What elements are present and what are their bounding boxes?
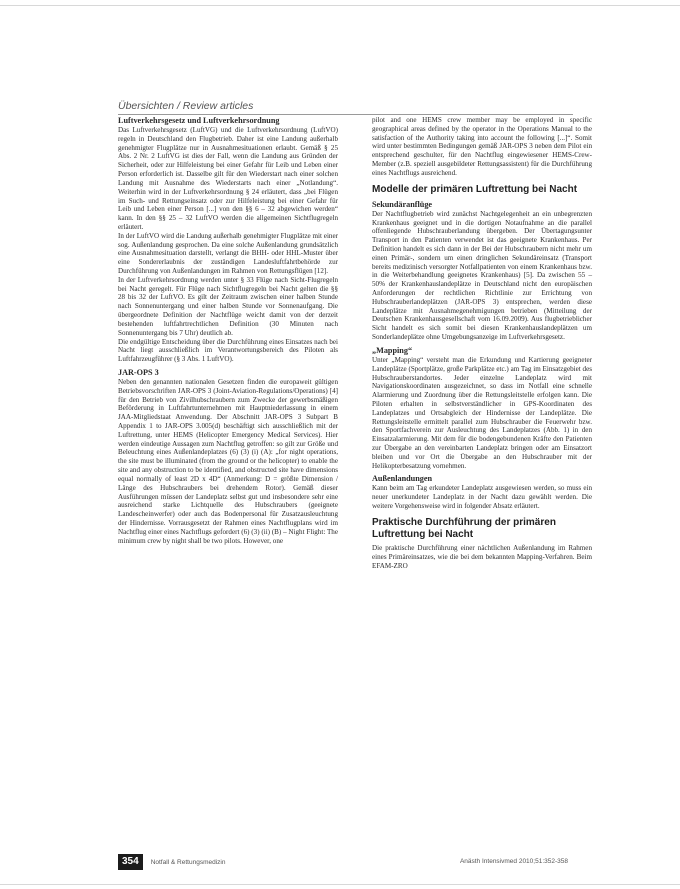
section-heading: Außenlandungen (372, 474, 433, 484)
section-heading: JAR-OPS 3 (118, 367, 159, 377)
footer-left (118, 854, 225, 870)
body-paragraph: Das Luftverkehrsgesetz (LuftVG) und die Luftverkehrsordnung (LuftVO) regeln in Deutschland den Flugbetrieb. Daher ist eine Landung außerhalb genehmigter Flugplätze nur in Ausnahmesituationen erlaubt. Gemäß § 25 Abs. 2 Nr. 2 LuftVG ist dies der Fall, wenn die Landung aus Gründen der Sicherheit, oder zur Hilfeleistung bei einer Gefahr für Leib und Leben einer Person erforderlich ist. Dasselbe gilt für den Wiederstart nach einer solchen Landung mit Ausnahme des Wiederstarts nach einer „Notlandung“. Weiterhin wird in der Luftverkehrsordnung § 24 erläutert, dass „bei Flügen im Such- und Rettungseinsatz oder zur Hilfeleistung bei einer Gefahr für Leib und Leben einer Person [...] von den §§ 6 – 32 abgewichen werden“ kann. In den §§ 25 – 32 LuftVO werden die allgemeinen Sichtflugregeln erläutert. (118, 126, 338, 231)
body-paragraph: In der LuftVO wird die Landung außerhalb genehmigter Flugplätze mit einer sog. Außenlandung gesprochen. Da eine solche Außenlandung grundsätzlich eine Ausnahmesituation darstellt, verlangt die BHH- oder HHL-Muster über eine Sondererlaubnis der zuständigen Landesluftfahrtbehörde zur Durchführung von Außenlandungen im Rahmen von Rettungsflügen [12]. (118, 231, 338, 275)
text-section (372, 474, 592, 510)
text-section (118, 368, 338, 545)
section-heading: Modelle der primären Luftrettung bei Nacht (372, 183, 578, 195)
text-section (118, 116, 338, 364)
section-heading: Sekundäranflüge (372, 199, 433, 209)
body-paragraph: Kann beim am Tag erkundeter Landeplatz ausgewiesen werden, so muss ein neuer unerkundeter Landeplatz in der Nacht dazu gewählt werden. Die weitere Vorgehensweise wird in folgender Absatz erläutert. (372, 484, 592, 511)
journal-name: Notfall & Rettungsmedizin (150, 858, 226, 866)
section-heading: „Mapping“ (372, 345, 413, 355)
body-paragraph: pilot and one HEMS crew member may be employed in specific geographical areas defined by the operator in the Operations Manual to the satisfaction of the Authority taking into account the following [...]“. Somit wird unter bestimmten Bedingungen gemäß JAR-OPS 3 neben dem Pilot ein entsprechend geschulter, für den Nachtflug eingewiesener HEMS-Crew-Member (z.B. speziell ausgebildeter Rettungsassistent) für die Durchführung eines Nachtflugs ausreichend. (372, 116, 592, 177)
body-paragraph: Der Nachtflugbetrieb wird zunächst Nachtgelegenheit an ein unbegrenzten Krankenhaus geeignet und in die dortigen Notaufnahme an die parallel offenliegende Hubschrauberlandung übergeben. Der Übertagungsunter Transport in den Patienten verwendet ist das geeignete Krankenhaus. Per Definition handelt es sich dann in der Bei der Hubschraubern nicht mehr um einen Primär-, sondern um einen dringlichen Sekundäreinsatz (Transport bereits medizinisch versorgter Notfallpatienten von einem Krankenhaus bzw. in die Weiterbehandlung geeignetes Krankenhaus) [5]. Da zwischen 55 – 50% der Krankenhauslandeplätze in Deutschland nicht den europäischen Anforderungen der rechtlichen Richtlinie zur Errichtung von Hubschrauberlandeplätzen (JAR-OPS 3) entsprechen, werden diese Landeplätze mit Ausnahmegenehmigungen betrieben (Mitteilung der Deutschen Krankenhausgesellschaft vom 16.09.2009). Aus flugbetrieblicher Sicht handelt es sich somit bei diesen Krankenhauslandeplätzen um Sonderlandeplätze ohne Umgebungsanzeige im Luftverkehrsgesetz. (372, 209, 592, 342)
text-section (372, 346, 592, 471)
page-edge-top (0, 5, 680, 6)
page-number: 354 (118, 854, 143, 870)
text-section (372, 517, 592, 570)
section-heading: Luftverkehrsgesetz und Luftverkehrsordnung (118, 116, 280, 125)
text-section (372, 200, 592, 342)
body-paragraph: Die endgültige Entscheidung über die Durchführung eines Einsatzes nach bei Nacht liegt ausschließlich im Verantwortungsbereich des Piloten als Luftfahrzeugführer (§ 3 Abs. 1 LuftVO). (118, 337, 338, 364)
right-column (372, 116, 592, 574)
footer-citation: Anästh Intensivmed 2010;51:352-358 (459, 858, 568, 865)
body-paragraph: Die praktische Durchführung einer nächtlichen Außenlandung im Rahmen eines Primäreinsatzes, wie die bei dem bekannten Mapping-Verfahren. Beim EFAM-ZRO (372, 543, 592, 570)
text-section (372, 184, 592, 196)
section-heading: Praktische Durchführung der primären Luftrettung bei Nacht (372, 516, 556, 540)
body-paragraph: Unter „Mapping“ versteht man die Erkundung und Kartierung geeigneter Landeplätze (Sportplätze, große Parkplätze etc.) am Tag im Einsatzgebiet des Hubschrauberstandortes. Jeder einzelne Landeplatz wird mit Navigationskoordinaten ausgezeichnet, so dass im Notfall eine schnelle Alarmierung und Zuordnung über die Rettungsleitstelle erfolgen kann. Die Piloten erhalten in selbstverständlicher in GPS-Koordinaten des Landeplatzes und Ortsabgleich der Hindernisse der Landeplätze. Die Rettungsleitstelle ermittelt parallel zum Hubschrauber die Feuerwehr bzw. den Sportfachverein zur Ausleuchtung des Landeplatzes (Abb. 1) in den Einsatzalarmierung. Mit dem für die bodengebundenen Kräfte den Patienten zur Übergabe an den vereinbarten Landeplatz bringen oder am Einsatzort bleiben und vor Ort die Übergabe an den Hubschrauber mit der Helikopterbesatzung vornehmen. (372, 355, 592, 470)
body-paragraph: In der Luftverkehrsordnung werden unter § 33 Flüge nach Sicht-Flugregeln bei Nacht geregelt. Für Flüge nach Sichtflugregeln bei Nacht gelten die §§ 28 bis 32 der LuftVO. Es gilt der Zeitraum zwischen einer halben Stunde nach Sonnenuntergang und einer halben Stunde vor Sonnenaufgang. Die übergeordnete Definition der Nachtflüge weicht damit von der derzeit bestehenden luftfahrtrechtlichen Definition (30 Minuten nach Sonnenuntergang bis 7 Uhr) deutlich ab. (118, 275, 338, 337)
text-section (372, 116, 592, 178)
page-edge-bottom (0, 884, 680, 885)
left-column (118, 116, 338, 549)
section-label: Übersichten / Review articles (118, 100, 254, 112)
body-paragraph: Neben den genannten nationalen Gesetzen finden die europaweit gültigen Betriebsvorschriften JAR-OPS 3 (Joint-Aviation-Regulations/Operations) [4] für den Betrieb von Zivilhubschraubern zum Zwecke der gewerbsmäßigen Beförderung in Luftfahrtunternehmen mit Hauptniederlassung in einem JAA-Mitgliedstaat Anwendung. Der Abschnitt JAR-OPS 3 Subpart B Appendix 1 to JAR-OPS 3.005(d) beschäftigt sich ausschließlich mit der Luftrettung, unter HEMS (Helicopter Emergency Medical Services). Hier werden eindeutige Aussagen zum Nachtflug getroffen: so gilt zur Größe und Beleuchtung eines Außenlandeplatzes (6) (3) (i) (A): „for night operations, the site must be illuminated (from the ground or the helicopter) to enable the site and any obstruction to be identified, and obstructed site have dimensions equal normally of least 2D x 4D“ (Anmerkung: D = größte Dimension / Länge des Hubschraubers bei drehendem Rotor). Gemäß dieser Ausführungen müssen der Landeplatz selbst gut und insbesondere sehr eine ausreichend starke Lichtquelle des Hubschraubers (geeignete Landescheinwerfer) oder auch das Bodenpersonal für Zusatzausleuchtung der Hindernisse. Vorrausgesetzt der Rahmen eines Nachtflugplans wird im Nachtflug einer eines Nachtflugs gefordert (6) (3) (ii) (B) – Night Flight: The minimum crew by night shall be two pilots. However, one (118, 377, 338, 545)
section-header (118, 100, 573, 115)
